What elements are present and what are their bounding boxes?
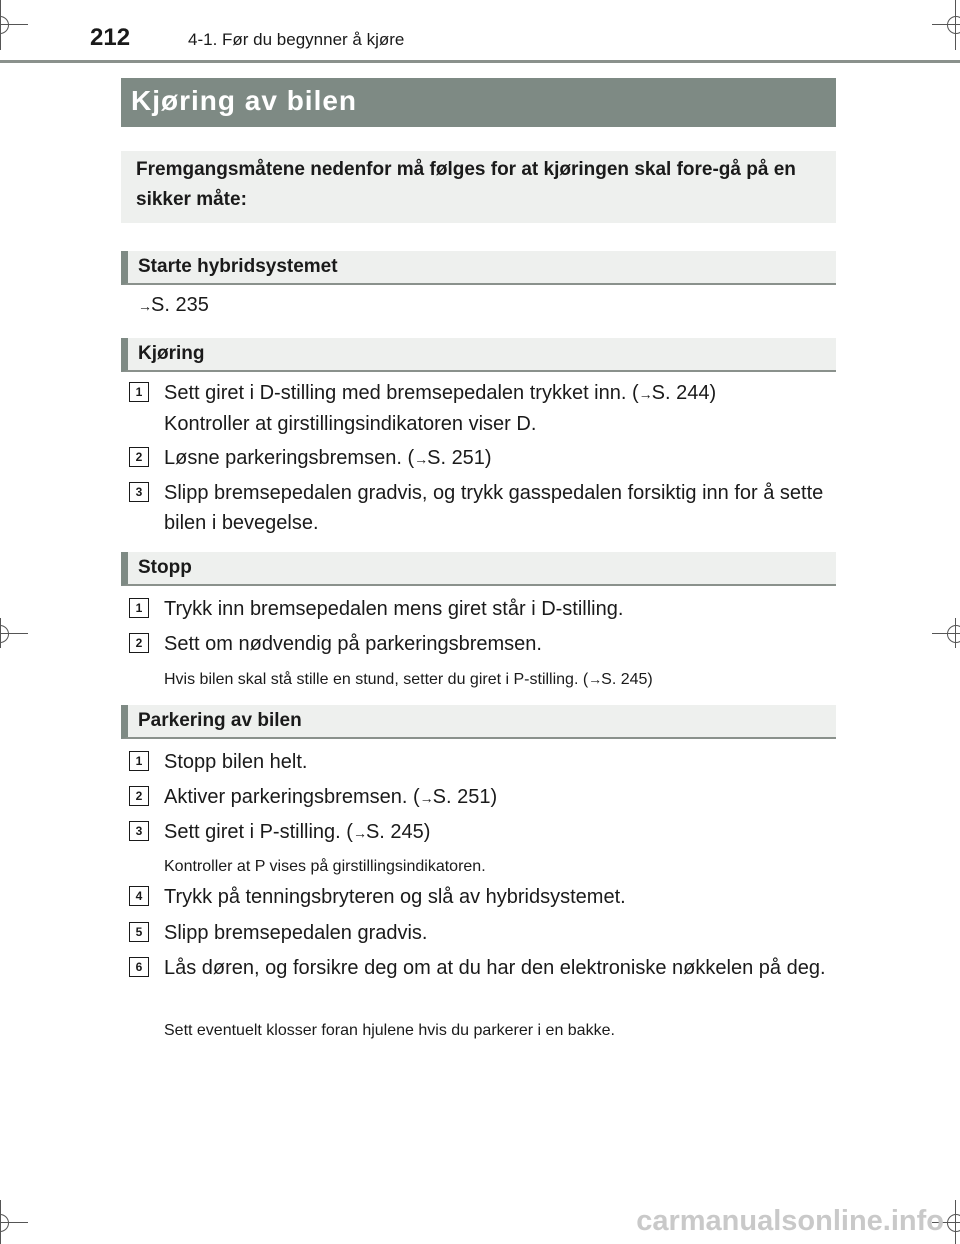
subheading-label: Stopp bbox=[138, 557, 192, 578]
arrow-right-icon: → bbox=[419, 790, 433, 806]
arrow-right-icon: → bbox=[138, 298, 151, 314]
step-number-badge: 1 bbox=[129, 382, 149, 402]
step-note: Hvis bilen skal stå stille en stund, setter du giret i P-stilling. (→S. 245) bbox=[164, 671, 653, 688]
page-header bbox=[0, 0, 960, 62]
arrow-right-icon: → bbox=[352, 825, 366, 841]
step-item bbox=[129, 953, 839, 1015]
step-item bbox=[129, 918, 839, 950]
step-number-badge: 3 bbox=[129, 482, 149, 502]
step-item bbox=[129, 782, 839, 814]
step-number-badge: 3 bbox=[129, 821, 149, 841]
step-text: Trykk inn bremsepedalen mens giret står i D-stilling. bbox=[164, 598, 624, 620]
step-note: Kontroller at P vises på girstillingsindikatoren. bbox=[164, 858, 486, 875]
step-text: Sett giret i D-stilling med bremsepedalen trykket inn. (→S. 244) Kontroller at girstillingsindikatoren viser D. bbox=[164, 382, 717, 435]
step-number-badge: 2 bbox=[129, 786, 149, 806]
page-number: 212 bbox=[90, 24, 131, 51]
crop-mark-bottom-left bbox=[0, 1200, 30, 1244]
page-title-bar bbox=[121, 78, 836, 127]
page-reference[interactable] bbox=[138, 294, 209, 317]
step-number-badge: 6 bbox=[129, 957, 149, 977]
crop-mark-mid-right bbox=[930, 618, 960, 648]
step-text: Sett giret i P-stilling. (→S. 245) bbox=[164, 821, 431, 843]
step-text: Stopp bilen helt. bbox=[164, 751, 308, 773]
step-item bbox=[129, 747, 839, 779]
subheading-kjoring bbox=[121, 338, 836, 372]
arrow-right-icon: → bbox=[414, 451, 428, 467]
step-text: Slipp bremsepedalen gradvis, og trykk gasspedalen forsiktig inn for å sette bilen i bevegelse. bbox=[164, 482, 824, 534]
arrow-right-icon: → bbox=[638, 386, 652, 402]
subheading-parkering-av-bilen bbox=[121, 705, 836, 739]
step-number-badge: 2 bbox=[129, 633, 149, 653]
step-item bbox=[129, 378, 839, 440]
step-text: Lås døren, og forsikre deg om at du har den elektroniske nøkkelen på deg. bbox=[164, 957, 826, 979]
subheading-label: Kjøring bbox=[138, 343, 205, 364]
step-text: Aktiver parkeringsbremsen. (→S. 251) bbox=[164, 786, 498, 808]
page-reference-link[interactable]: S. 245) bbox=[601, 671, 653, 688]
step-note: Sett eventuelt klosser foran hjulene hvis du parkerer i en bakke. bbox=[164, 1022, 615, 1039]
subheading-stopp bbox=[121, 552, 836, 586]
step-item bbox=[129, 478, 839, 540]
page-reference-link[interactable]: S. 244) bbox=[651, 382, 717, 404]
step-text: Løsne parkeringsbremsen. (→S. 251) bbox=[164, 447, 492, 469]
step-item bbox=[129, 817, 839, 849]
intro-box bbox=[121, 151, 836, 223]
page-reference-link[interactable]: S. 245) bbox=[365, 821, 431, 843]
header-rule bbox=[0, 60, 960, 63]
watermark: carmanualsonline.info bbox=[636, 1205, 944, 1237]
step-text: Sett om nødvendig på parkeringsbremsen. bbox=[164, 633, 542, 655]
step-number-badge: 5 bbox=[129, 922, 149, 942]
step-text: Slipp bremsepedalen gradvis. bbox=[164, 922, 428, 944]
step-item bbox=[129, 629, 839, 661]
step-number-badge: 4 bbox=[129, 886, 149, 906]
crop-mark-mid-left bbox=[0, 618, 30, 648]
subheading-label: Starte hybridsystemet bbox=[138, 256, 338, 277]
page-title: Kjøring av bilen bbox=[131, 85, 358, 116]
step-number-badge: 2 bbox=[129, 447, 149, 467]
step-item bbox=[129, 443, 839, 475]
step-item bbox=[129, 882, 839, 914]
subheading-label: Parkering av bilen bbox=[138, 710, 302, 731]
arrow-right-icon: → bbox=[588, 671, 602, 687]
section-label: 4-1. Før du begynner å kjøre bbox=[188, 30, 405, 49]
page-reference-text: S. 235 bbox=[151, 294, 209, 316]
step-number-badge: 1 bbox=[129, 598, 149, 618]
step-text: Trykk på tenningsbryteren og slå av hybridsystemet. bbox=[164, 886, 626, 908]
page-reference-link[interactable]: S. 251) bbox=[432, 786, 498, 808]
subheading-starte-hybridsystemet bbox=[121, 251, 836, 285]
page-reference-link[interactable]: S. 251) bbox=[427, 447, 492, 469]
step-number-badge: 1 bbox=[129, 751, 149, 771]
step-item bbox=[129, 594, 839, 626]
intro-text: Fremgangsmåtene nedenfor må følges for at kjøringen skal fore-gå på en sikker måte: bbox=[136, 159, 796, 210]
